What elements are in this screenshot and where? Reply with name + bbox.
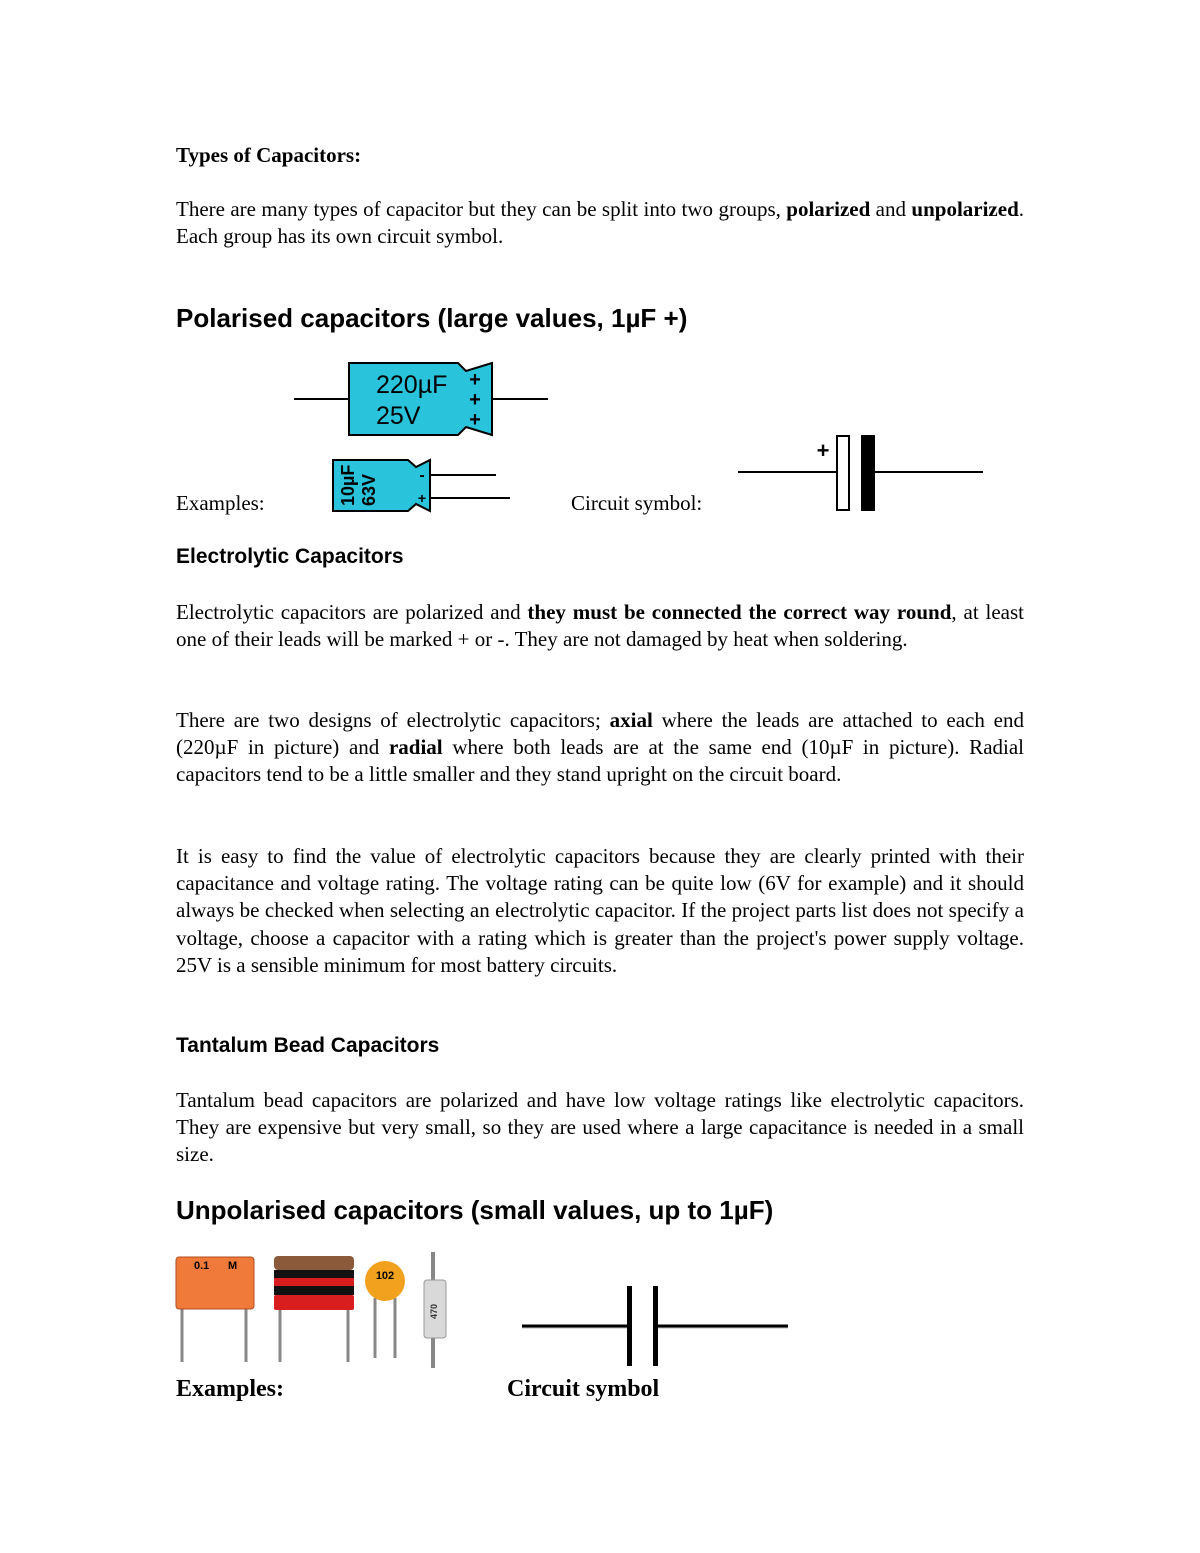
polyester-capacitor	[176, 1257, 254, 1362]
unpolarised-examples-label: Examples:	[176, 1376, 284, 1402]
page-title: Types of Capacitors:	[176, 143, 362, 167]
intro-paragraph: There are many types of capacitor but they can be split into two groups, polarized and unpolarized. Each group has its own circuit symbol.	[176, 197, 1025, 249]
radial-cap-voltage: 63V	[359, 473, 379, 506]
axial-cap-value: 220µF	[376, 371, 448, 399]
tantalum-heading: Tantalum Bead Capacitors	[176, 1034, 440, 1057]
axial-film-capacitor	[424, 1252, 446, 1368]
electrolytic-heading: Electrolytic Capacitors	[176, 545, 404, 568]
banded-capacitor	[274, 1256, 354, 1362]
unpolarised-capacitor-examples	[170, 1248, 460, 1372]
polarised-circuit-symbol	[734, 432, 986, 514]
polyester-tolerance-label: M	[228, 1260, 238, 1272]
electrolytic-paragraph-1: Electrolytic capacitors are polarized and they must be connected the correct way round, at least one of their leads will be marked + or -. They are not damaged by heat when soldering.	[176, 600, 1024, 652]
ceramic-value-label: 102	[375, 1270, 395, 1282]
symbol-plus-mark: +	[816, 438, 830, 463]
axial-film-label: 470	[429, 1303, 439, 1319]
plus-mark-1: +	[469, 369, 481, 391]
electrolytic-paragraph-3: It is easy to find the value of electrolytic capacitors because they are clearly printed with their capacitance and voltage rating. The voltage rating can be quite low (6V for example) and it should always be checked when selecting an electrolytic capacitor. If the project parts list does not specify a voltage, choose a capacitor with a rating which is greater than the project's power supply voltage. 25V is a sensible minimum for most battery circuits.	[176, 844, 1024, 977]
axial-cap-voltage: 25V	[376, 402, 421, 430]
polarised-circuit-label: Circuit symbol:	[571, 491, 703, 515]
plus-mark-2: +	[469, 389, 481, 411]
unpolarised-heading: Unpolarised capacitors (small values, up to 1µF)	[176, 1195, 774, 1225]
ceramic-disc-capacitor	[365, 1261, 405, 1358]
radial-cap-value: 10µF	[338, 464, 358, 506]
unpolarised-circuit-symbol	[518, 1280, 792, 1370]
axial-electrolytic-capacitor	[290, 358, 552, 442]
polyester-value-label: 0.1	[194, 1260, 210, 1272]
tantalum-paragraph: Tantalum bead capacitors are polarized and have low voltage ratings like electrolytic capacitors. They are expensive but very small, so they are used where a large capacitance is needed in a small size.	[176, 1088, 1024, 1167]
polarised-examples-label: Examples:	[176, 491, 265, 515]
plus-mark-3: +	[469, 409, 481, 431]
electrolytic-paragraph-2: There are two designs of electrolytic capacitors; axial where the leads are attached to each end (220µF in picture) and radial where both leads are at the same end (10µF in picture). Radial capacitors tend to be a little smaller and they stand upright on the circuit board.	[176, 708, 1025, 787]
radial-minus-mark: -	[419, 467, 425, 484]
polarised-heading: Polarised capacitors (large values, 1µF +)	[176, 303, 688, 333]
unpolarised-circuit-label: Circuit symbol	[507, 1376, 660, 1402]
radial-plus-mark: +	[417, 490, 427, 506]
radial-electrolytic-capacitor	[328, 456, 514, 516]
